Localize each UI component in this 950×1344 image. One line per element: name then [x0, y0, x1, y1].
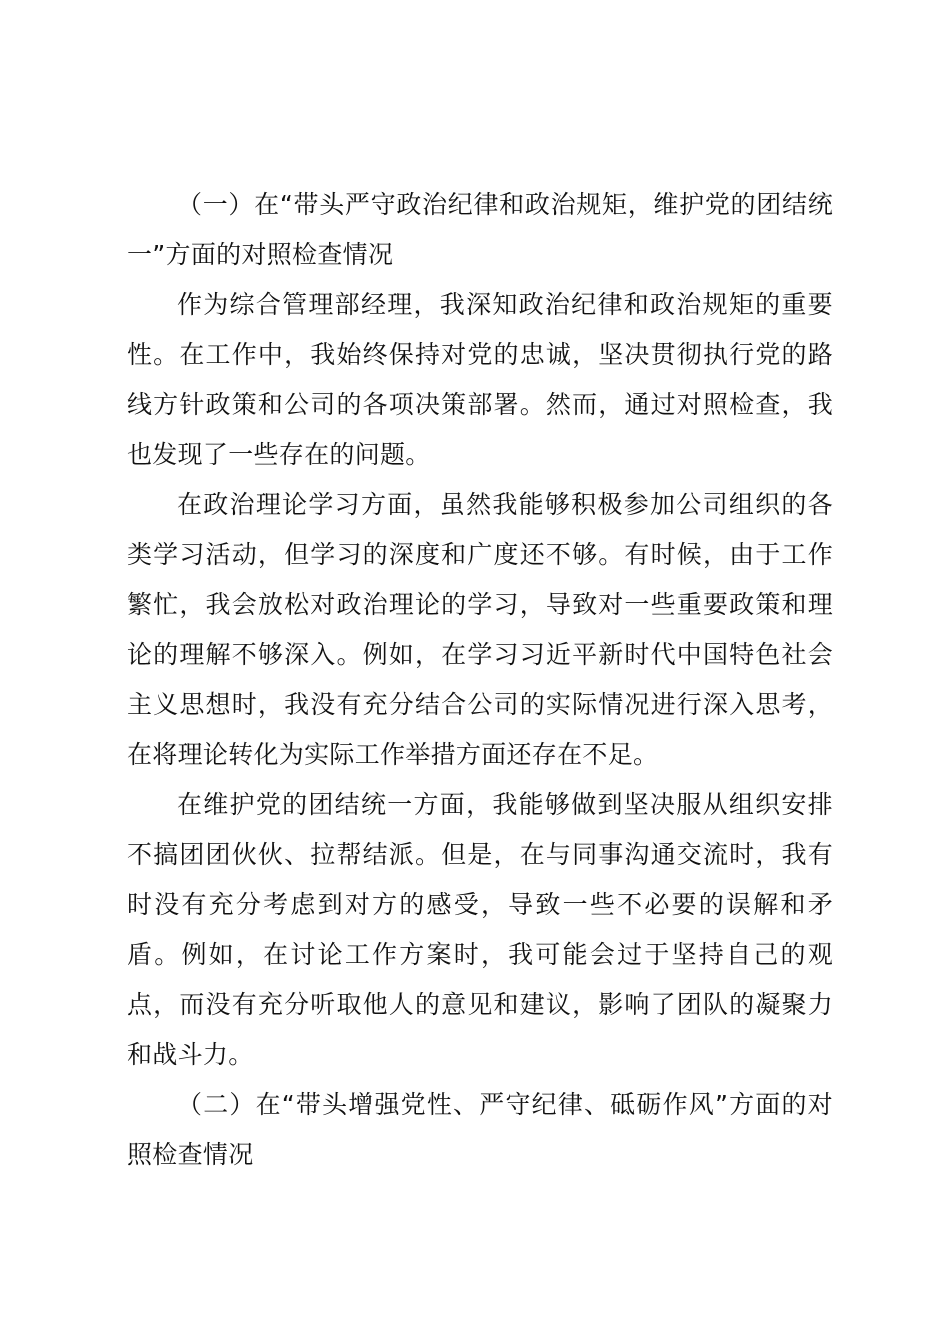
paragraph-intro: 作为综合管理部经理，我深知政治纪律和政治规矩的重要性。在工作中，我始终保持对党的忠诚，坚决贯彻执行党的路线方针政策和公司的各项决策部署。然而，通过对照检查，我也发现了一些存在的问题。: [127, 290, 833, 469]
document-body: [127, 180, 833, 1180]
section-heading-1: （一）在“带头严守政治纪律和政治规矩，维护党的团结统一”方面的对照检查情况: [127, 190, 833, 269]
section-heading-2: （二）在“带头增强党性、严守纪律、砥砺作风”方面的对照检查情况: [127, 1090, 833, 1169]
paragraph-party-unity: 在维护党的团结统一方面，我能够做到坚决服从组织安排不搞团团伙伙、拉帮结派。但是，在与同事沟通交流时，我有时没有充分考虑到对方的感受，导致一些不必要的误解和矛盾。例如，在讨论工作方案时，我可能会过于坚持自己的观点，而没有充分听取他人的意见和建议，影响了团队的凝聚力和战斗力。: [127, 790, 833, 1069]
paragraph-theory-study: 在政治理论学习方面，虽然我能够积极参加公司组织的各类学习活动，但学习的深度和广度还不够。有时候，由于工作繁忙，我会放松对政治理论的学习，导致对一些重要政策和理论的理解不够深入。例如，在学习习近平新时代中国特色社会主义思想时，我没有充分结合公司的实际情况进行深入思考，在将理论转化为实际工作举措方面还存在不足。: [127, 490, 833, 769]
